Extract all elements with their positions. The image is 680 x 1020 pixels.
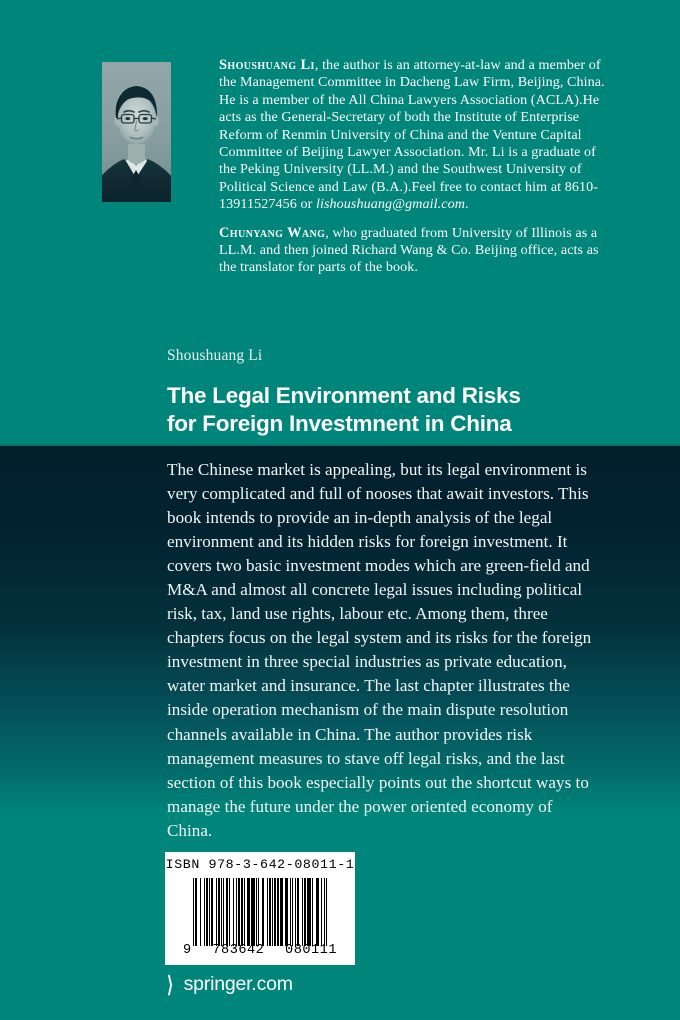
barcode-bars	[193, 878, 327, 946]
bio-email-li: lishoushuang@gmail.com	[315, 196, 465, 213]
book-description-text: The Chinese market is appealing, but its legal environment is very complicated and full of nooses that await investors. This book intends to provide an in-depth analysis of the legal environment and its hidden risks for foreign investment. It covers two basic investment modes which are green-field and M&A and almost all concrete legal issues including political risk, tax, land use rights, labour etc. Among them, three chapters focus on the legal system and its risks for the foreign investment in three special industries as private education, water market and insurance. The last chapter illustrates the inside operation mechanism of the main dispute resolution channels available in China. The author provides risk management measures to stave off legal risks, and the last section of this book especially points out the shortcut ways to manage the future under the power oriented economy of China.	[167, 460, 592, 840]
springer-chevron-icon: ⟩	[167, 971, 174, 997]
barcode-panel	[165, 852, 355, 965]
bio-body-li: , the author is an attorney-at-law and a member of the Management Committee in Dacheng Law Firm, Beijing, China. He is a member of the All China Lawyers Association (ACLA).He acts as the General-Secretary of both the Institute of Enterprise Reform of Renmin University of China and the Venture Capital Committee of Beijing Lawyer Association. Mr. Li is a graduate of the Peking University (LL.M.) and the Southwest University of Political Science and Law (B.A.).Feel free to contact him at 8610-13911527456 or	[219, 57, 605, 213]
bio-paragraph-li	[219, 57, 611, 214]
barcode-digit-group-1: 9	[183, 943, 192, 958]
author-photo	[102, 62, 171, 202]
title-line-2: for Foreign Investmnent in China	[167, 411, 512, 436]
isbn-label: ISBN 978-3-642-08011-1	[165, 857, 355, 872]
barcode-digit-group-3: 080111	[285, 943, 337, 958]
bio-name-wang: Chunyang Wang	[219, 224, 326, 241]
title-block	[167, 347, 587, 438]
author-bio	[219, 57, 611, 277]
barcode-digit-group-2: 783642	[212, 943, 265, 958]
portrait-image	[102, 62, 171, 202]
bio-name-li: Shoushuang Li	[219, 57, 315, 73]
springer-site-label: springer.com	[183, 973, 293, 995]
title-line-1: The Legal Environment and Risks	[167, 383, 521, 408]
page-title	[167, 382, 587, 438]
bio-body-wang: , who graduated from University of Illinois as a LL.M. and then joined Richard Wang & Co. Beijing office, acts as the translator for parts of the book.	[219, 224, 599, 276]
springer-logo	[167, 973, 293, 996]
barcode-digits	[183, 943, 337, 958]
bio-tail-li: .	[465, 196, 469, 213]
bio-paragraph-wang	[219, 225, 611, 277]
author-name: Shoushuang Li	[167, 347, 263, 364]
book-description	[167, 458, 599, 843]
